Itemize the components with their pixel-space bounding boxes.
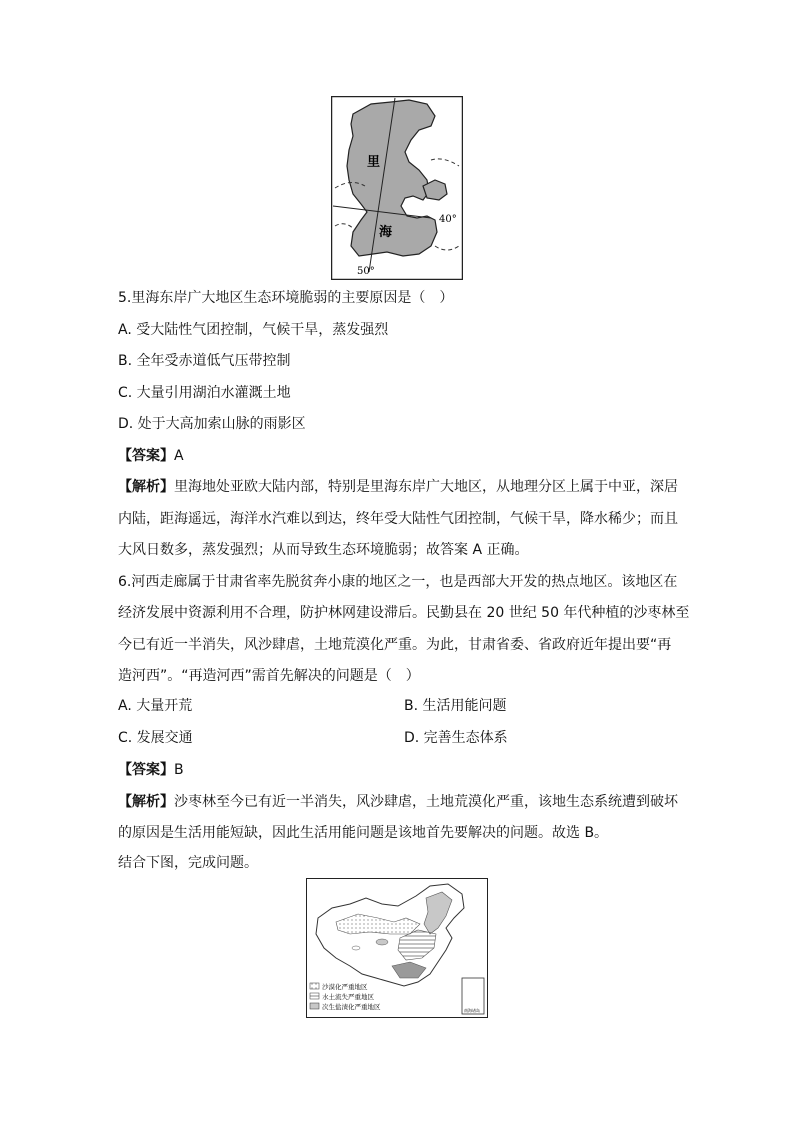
china-degradation-map <box>306 878 488 1018</box>
caspian-map-svg <box>331 96 463 280</box>
q5-analysis-line-3: 大风日数多，蒸发强烈；从而导致生态环境脆弱；故答案 A 正确。 <box>118 542 529 558</box>
map-label-hai: 海 <box>379 225 393 240</box>
intro-text: 结合下图，完成问题。 <box>118 855 258 871</box>
q5-option-c: C. 大量引用湖泊水灌溉土地 <box>118 385 291 401</box>
lon-50-label: 50° <box>357 266 375 277</box>
q6-analysis-line-1 <box>118 792 678 812</box>
q5-option-a: A. 受大陆性气团控制，气候干旱，蒸发强烈 <box>118 322 389 338</box>
legend-swatch-desert <box>310 983 319 989</box>
q6-option-c: C. 发展交通 <box>118 730 193 746</box>
q5-option-d: D. 处于大高加索山脉的雨影区 <box>118 416 306 432</box>
map-label-li: 里 <box>367 155 381 170</box>
answer-value: B <box>174 762 184 778</box>
answer-tag: 【答案】 <box>118 762 174 778</box>
inset-label: 南海诸岛 <box>464 1008 480 1013</box>
analysis-tag: 【解析】 <box>118 794 174 810</box>
q6-stem-line-1: 6.河西走廊属于甘肃省率先脱贫奔小康的地区之一，也是西部大开发的热点地区。该地区在 <box>118 574 678 590</box>
answer-tag: 【答案】 <box>118 448 174 464</box>
legend-salinization: 次生盐渍化严重地区 <box>322 1003 381 1011</box>
analysis-text: 沙枣林至今已有近一半消失，风沙肆虐，土地荒漠化严重，该地生态系统遭到破坏 <box>174 794 678 810</box>
legend-swatch-salinization <box>310 1003 319 1009</box>
q6-option-b: B. 生活用能问题 <box>404 698 507 714</box>
china-map-svg <box>306 878 488 1018</box>
q5-answer <box>118 446 184 466</box>
legend-desert: 沙漠化严重地区 <box>322 983 368 991</box>
q5-analysis-line-1 <box>118 477 678 497</box>
caspian-sea-map <box>331 96 463 280</box>
q6-stem-line-3: 今已有近一半消失，风沙肆虐，土地荒漠化严重。为此，甘肃省委、省政府近年提出要“再 <box>118 637 672 653</box>
analysis-text: 里海地处亚欧大陆内部，特别是里海东岸广大地区，从地理分区上属于中亚，深居 <box>174 479 678 495</box>
q5-stem: 5.里海东岸广大地区生态环境脆弱的主要原因是（ ） <box>118 290 454 306</box>
q5-analysis-line-2: 内陆，距海遥远，海洋水汽难以到达，终年受大陆性气团控制，气候干旱，降水稀少；而且 <box>118 511 678 527</box>
legend-erosion: 水土流失严重地区 <box>322 993 374 1001</box>
answer-value: A <box>174 448 184 464</box>
q6-analysis-line-2: 的原因是生活用能短缺，因此生活用能问题是该地首先要解决的问题。故选 B。 <box>118 825 609 841</box>
q5-option-b: B. 全年受赤道低气压带控制 <box>118 353 291 369</box>
q6-stem-line-2: 经济发展中资源利用不合理，防护林网建设滞后。民勤县在 20 世纪 50 年代种植的沙枣林至 <box>118 605 690 621</box>
q6-option-d: D. 完善生态体系 <box>404 730 508 746</box>
q6-option-a: A. 大量开荒 <box>118 698 193 714</box>
analysis-tag: 【解析】 <box>118 479 174 495</box>
q6-stem-line-4: 造河西”。“再造河西”需首先解决的问题是（ ） <box>118 668 420 684</box>
legend-swatch-erosion <box>310 993 319 999</box>
lat-40-label: 40° <box>439 214 457 225</box>
q6-answer <box>118 760 184 780</box>
